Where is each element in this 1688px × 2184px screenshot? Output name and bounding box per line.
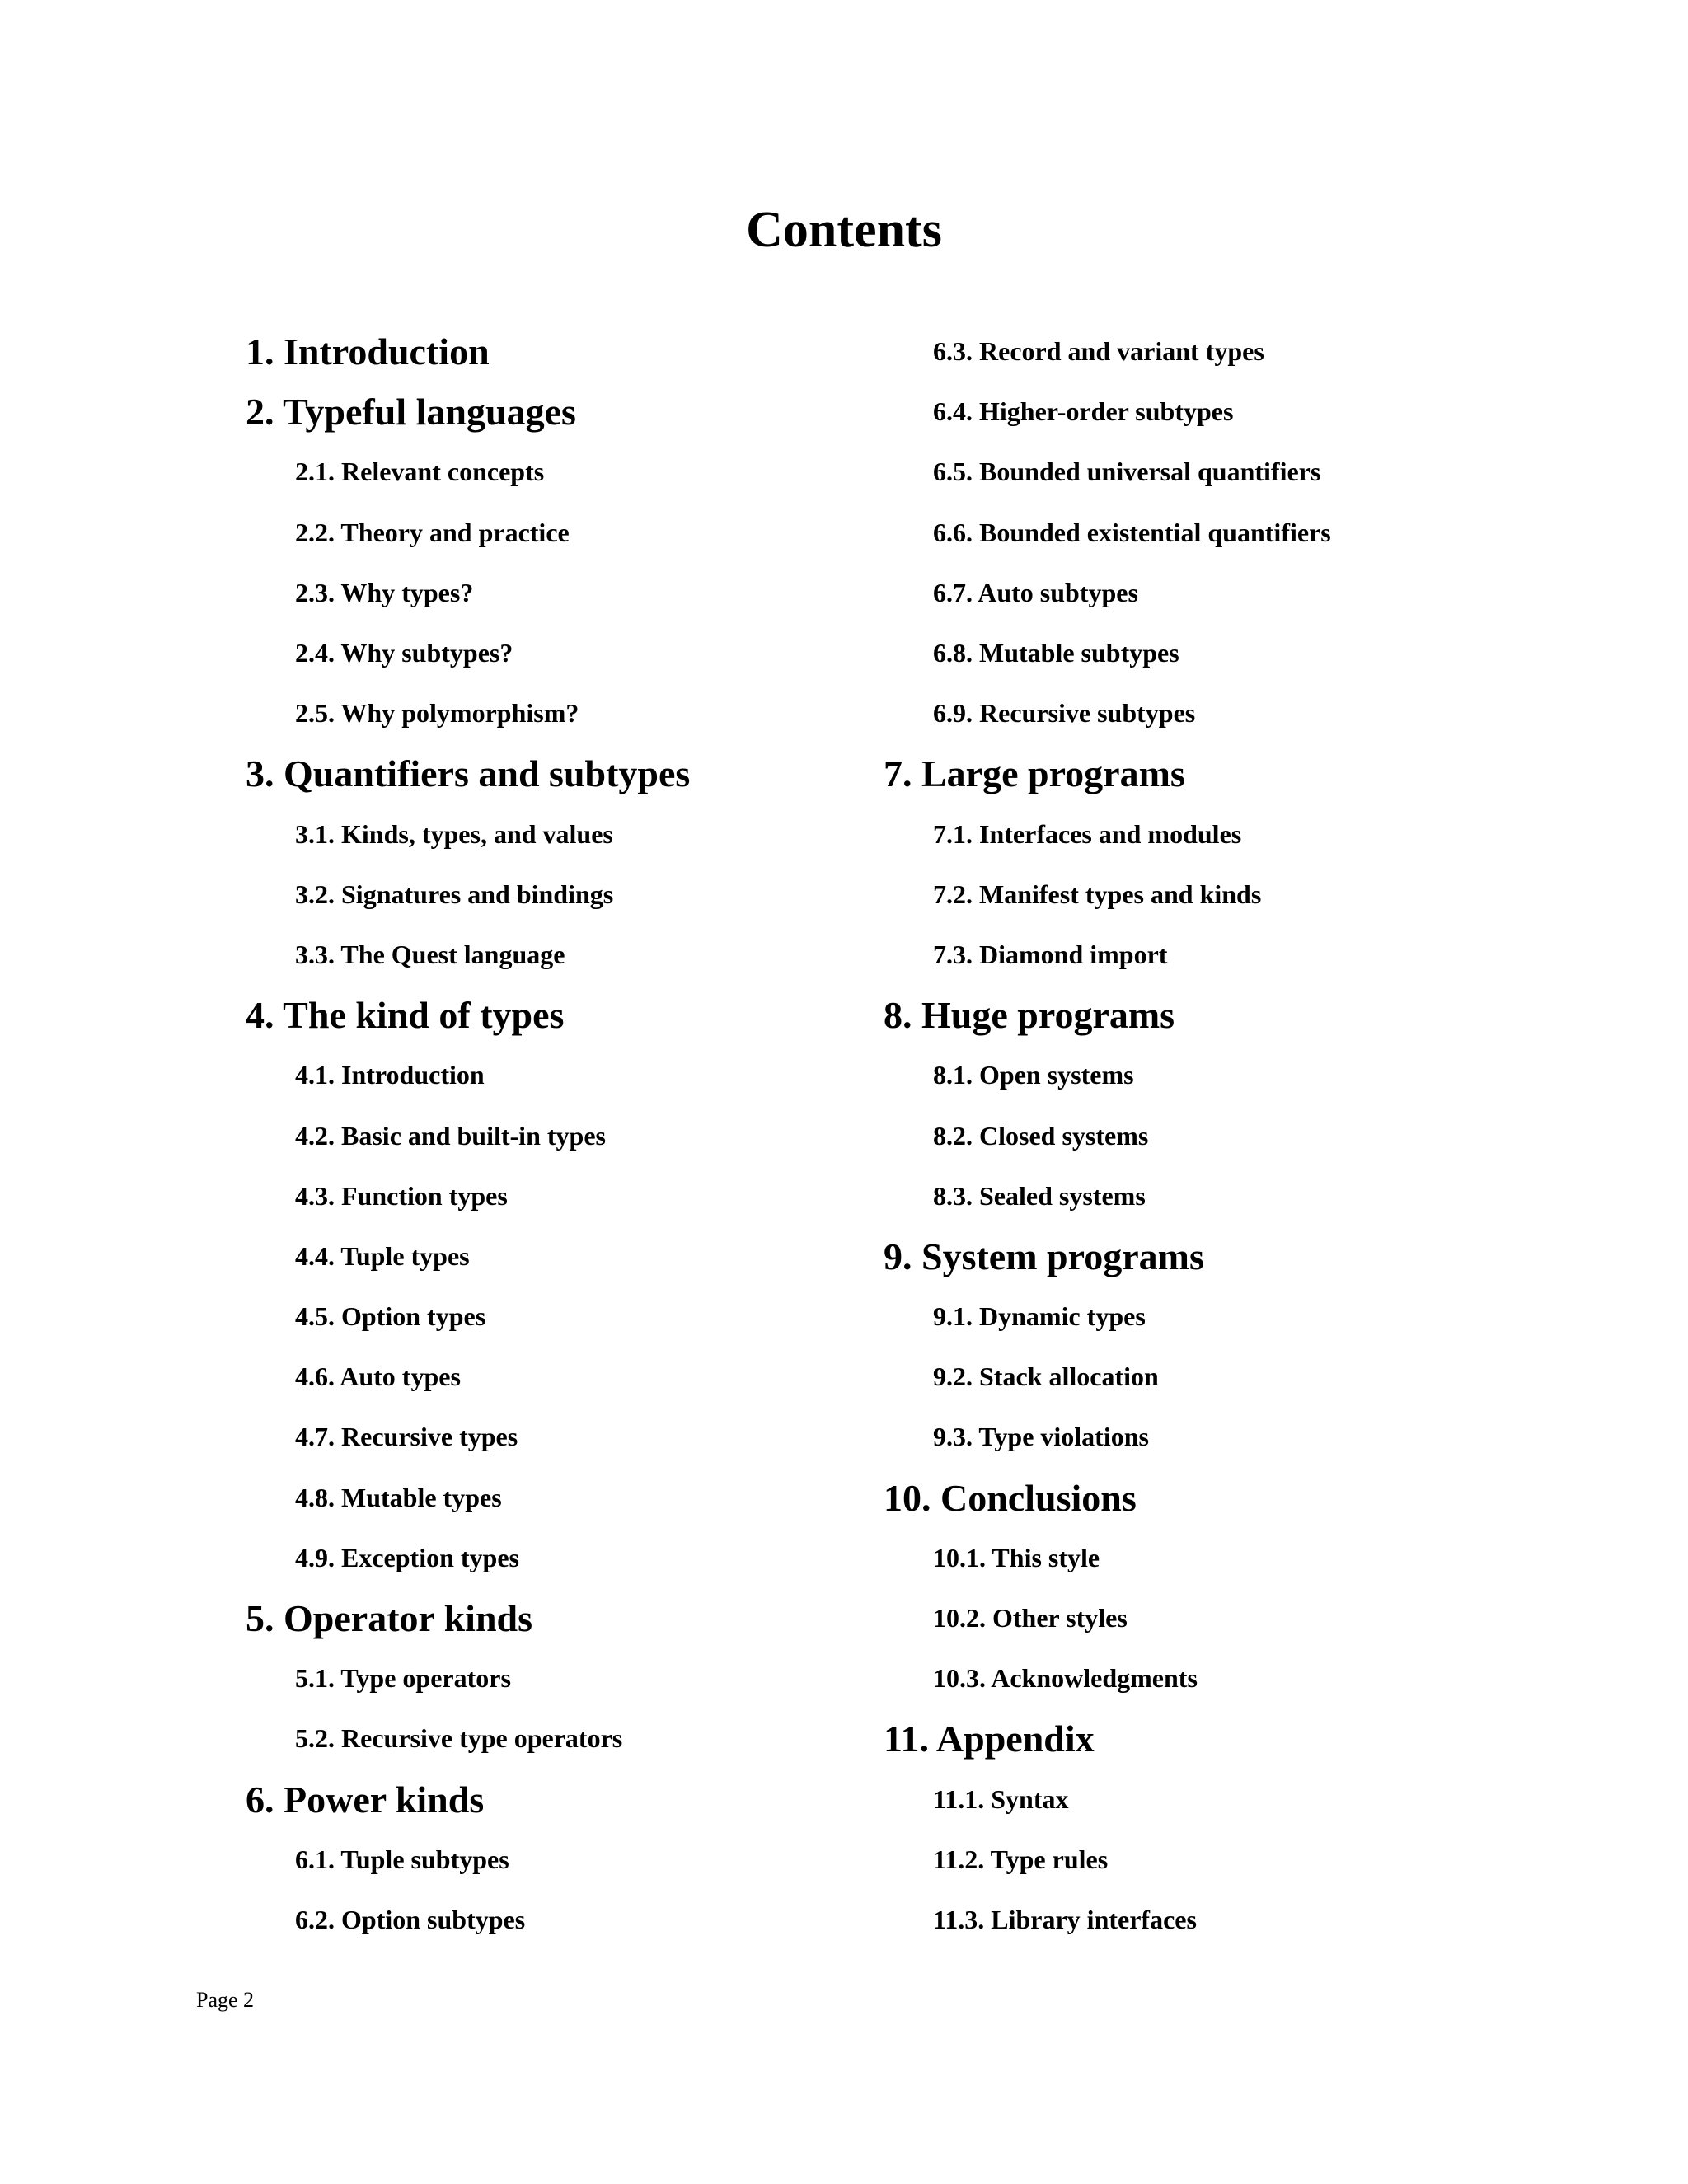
toc-section-entry: 6.7. Auto subtypes [933, 577, 1138, 607]
toc-chapter-heading: 9. System programs [884, 1235, 1204, 1277]
toc-section-entry: 6.5. Bounded universal quantifiers [933, 457, 1321, 487]
toc-chapter-heading: 10. Conclusions [884, 1476, 1137, 1519]
toc-section-entry: 4.8. Mutable types [295, 1482, 502, 1512]
toc-section-entry: 2.1. Relevant concepts [295, 457, 545, 487]
toc-section-entry: 4.6. Auto types [295, 1361, 461, 1392]
toc-chapter-heading: 1. Introduction [246, 330, 490, 373]
toc-section-entry: 3.2. Signatures and bindings [295, 879, 614, 909]
toc-chapter-heading: 2. Typeful languages [246, 391, 576, 434]
toc-section-entry: 3.3. The Quest language [295, 939, 565, 969]
toc-section-entry: 9.2. Stack allocation [933, 1361, 1159, 1392]
toc-section-entry: 9.1. Dynamic types [933, 1301, 1146, 1332]
toc-section-entry: 8.2. Closed systems [933, 1120, 1149, 1151]
toc-section-entry: 4.5. Option types [295, 1301, 486, 1332]
toc-section-entry: 10.2. Other styles [933, 1603, 1128, 1633]
toc-section-entry: 6.3. Record and variant types [933, 336, 1264, 367]
toc-section-entry: 4.1. Introduction [295, 1060, 485, 1090]
toc-section-entry: 4.9. Exception types [295, 1542, 519, 1572]
page-title: Contents [746, 202, 942, 258]
toc-section-entry: 2.4. Why subtypes? [295, 638, 513, 668]
toc-section-entry: 11.2. Type rules [933, 1844, 1109, 1874]
toc-section-entry: 2.3. Why types? [295, 577, 474, 607]
toc-column-right [884, 321, 1559, 1950]
toc-section-entry: 8.1. Open systems [933, 1060, 1134, 1090]
page-number: Page 2 [196, 1988, 255, 2012]
toc-section-entry: 4.7. Recursive types [295, 1422, 518, 1452]
toc-section-entry: 6.2. Option subtypes [295, 1904, 526, 1934]
toc-chapter-heading: 11. Appendix [884, 1718, 1095, 1760]
toc-section-entry: 7.1. Interfaces and modules [933, 818, 1242, 849]
toc-chapter-heading: 5. Operator kinds [246, 1597, 533, 1640]
toc-section-entry: 4.4. Tuple types [295, 1240, 470, 1271]
toc-section-entry: 2.5. Why polymorphism? [295, 698, 579, 729]
toc-section-entry: 3.1. Kinds, types, and values [295, 818, 613, 849]
toc-section-entry: 8.3. Sealed systems [933, 1180, 1146, 1211]
toc-section-entry: 7.3. Diamond import [933, 939, 1168, 969]
toc-section-entry: 6.9. Recursive subtypes [933, 698, 1196, 729]
toc-section-entry: 4.2. Basic and built-in types [295, 1120, 606, 1151]
toc-chapter-heading: 6. Power kinds [246, 1778, 485, 1821]
toc-section-entry: 10.1. This style [933, 1542, 1100, 1572]
toc-section-entry: 4.3. Function types [295, 1180, 508, 1211]
toc-chapter-heading: 8. Huge programs [884, 994, 1175, 1037]
toc-column-left [246, 321, 839, 1950]
toc-section-entry: 5.1. Type operators [295, 1663, 511, 1694]
toc-section-entry: 10.3. Acknowledgments [933, 1663, 1198, 1694]
toc-section-entry: 6.4. Higher-order subtypes [933, 396, 1234, 427]
toc-section-entry: 7.2. Manifest types and kinds [933, 879, 1262, 909]
toc-section-entry: 5.2. Recursive type operators [295, 1723, 623, 1754]
toc-chapter-heading: 3. Quantifiers and subtypes [246, 752, 691, 795]
toc-chapter-heading: 4. The kind of types [246, 994, 565, 1037]
toc-section-entry: 9.3. Type violations [933, 1422, 1149, 1452]
toc-section-entry: 6.6. Bounded existential quantifiers [933, 517, 1331, 547]
toc-section-entry: 6.8. Mutable subtypes [933, 638, 1179, 668]
toc-chapter-heading: 7. Large programs [884, 752, 1185, 795]
toc-section-entry: 11.3. Library interfaces [933, 1904, 1197, 1934]
toc-section-entry: 6.1. Tuple subtypes [295, 1844, 509, 1874]
toc-section-entry: 2.2. Theory and practice [295, 517, 570, 547]
toc-section-entry: 11.1. Syntax [933, 1783, 1069, 1814]
